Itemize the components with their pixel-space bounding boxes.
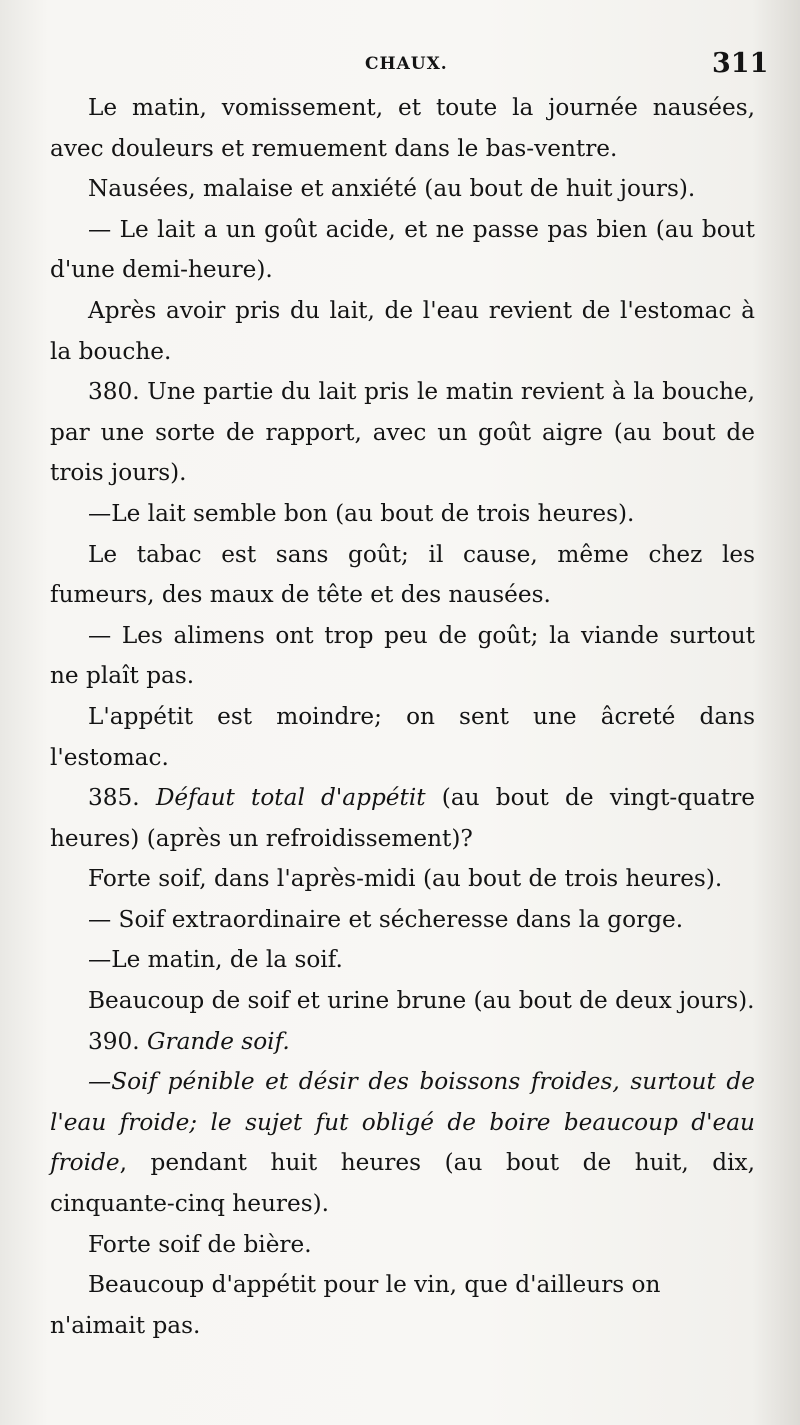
- paragraph-text: , pendant huit heures (au bout de huit, dix, cinquante-cinq heures).: [50, 1149, 755, 1218]
- paragraph: [50, 940, 755, 981]
- paragraph: [50, 900, 755, 941]
- page-header: [0, 48, 800, 82]
- paragraph-text: Le matin, vomissement, et toute la journée nausées, avec douleurs et remuement dans le bas-ventre.: [50, 94, 755, 162]
- paragraph: [50, 1265, 755, 1346]
- body-text: [50, 88, 755, 1346]
- paragraph-text: — Le lait a un goût acide, et ne passe pas bien (au bout d'une demi-heure).: [50, 215, 755, 284]
- paragraph-text: Beaucoup d'appétit pour le vin, que d'ailleurs on n'aimait pas.: [50, 1271, 661, 1339]
- paragraph: [50, 616, 755, 697]
- paragraph-text: — Soif extraordinaire et sécheresse dans la gorge.: [88, 905, 684, 933]
- paragraph: [50, 169, 755, 210]
- paragraph: [50, 981, 755, 1022]
- paragraph-italic-text: —Soif pénible et désir des boissons froides, surtout de l'eau froide; le sujet fut obligé de boire beaucoup d'eau froide: [50, 1068, 755, 1177]
- paragraph-text: —Le lait semble bon (au bout de trois heures).: [88, 499, 635, 527]
- paragraph: [50, 494, 755, 535]
- paragraph: [50, 1062, 755, 1224]
- paragraph-text: Nausées, malaise et anxiété (au bout de huit jours).: [88, 175, 696, 203]
- paragraph-text: Le tabac est sans goût; il cause, même chez les fumeurs, des maux de tête et des nausées.: [50, 540, 755, 609]
- paragraph-text: Forte soif de bière.: [88, 1230, 312, 1258]
- paragraph-text: Après avoir pris du lait, de l'eau revient de l'estomac à la bouche.: [50, 296, 755, 365]
- paragraph: [50, 535, 755, 616]
- running-head: CHAUX.: [365, 54, 448, 74]
- paragraph: [50, 210, 755, 291]
- paragraph-text: — Les alimens ont trop peu de goût; la viande surtout ne plaît pas.: [50, 621, 755, 690]
- paragraph-text: (au bout de vingt-quatre heures) (après un refroidissement)?: [50, 784, 755, 852]
- paragraph-italic-text: Grande soif.: [147, 1027, 290, 1055]
- paragraph-text: Forte soif, dans l'après-midi (au bout de trois heures).: [88, 865, 723, 893]
- paragraph: [50, 372, 755, 494]
- paragraph-number: 385.: [88, 784, 156, 812]
- paragraph-text: —Le matin, de la soif.: [88, 946, 343, 974]
- paragraph: [50, 1225, 755, 1266]
- paragraph-number: 390.: [88, 1027, 147, 1055]
- paragraph-text: L'appétit est moindre; on sent une âcreté dans l'estomac.: [50, 702, 755, 771]
- paragraph-text: 380. Une partie du lait pris le matin revient à la bouche, par une sorte de rapport, avec un goût aigre (au bout de trois jours).: [50, 378, 755, 487]
- paragraph-italic-text: Défaut total d'appétit: [155, 784, 426, 812]
- page-number: 311: [712, 48, 769, 79]
- paragraph: [50, 1022, 755, 1063]
- paragraph-text: Beaucoup de soif et urine brune (au bout de deux jours).: [88, 987, 755, 1015]
- paragraph: [50, 697, 755, 778]
- paragraph: [50, 291, 755, 372]
- paragraph: [50, 778, 755, 859]
- paragraph: [50, 88, 755, 169]
- paragraph: [50, 859, 755, 900]
